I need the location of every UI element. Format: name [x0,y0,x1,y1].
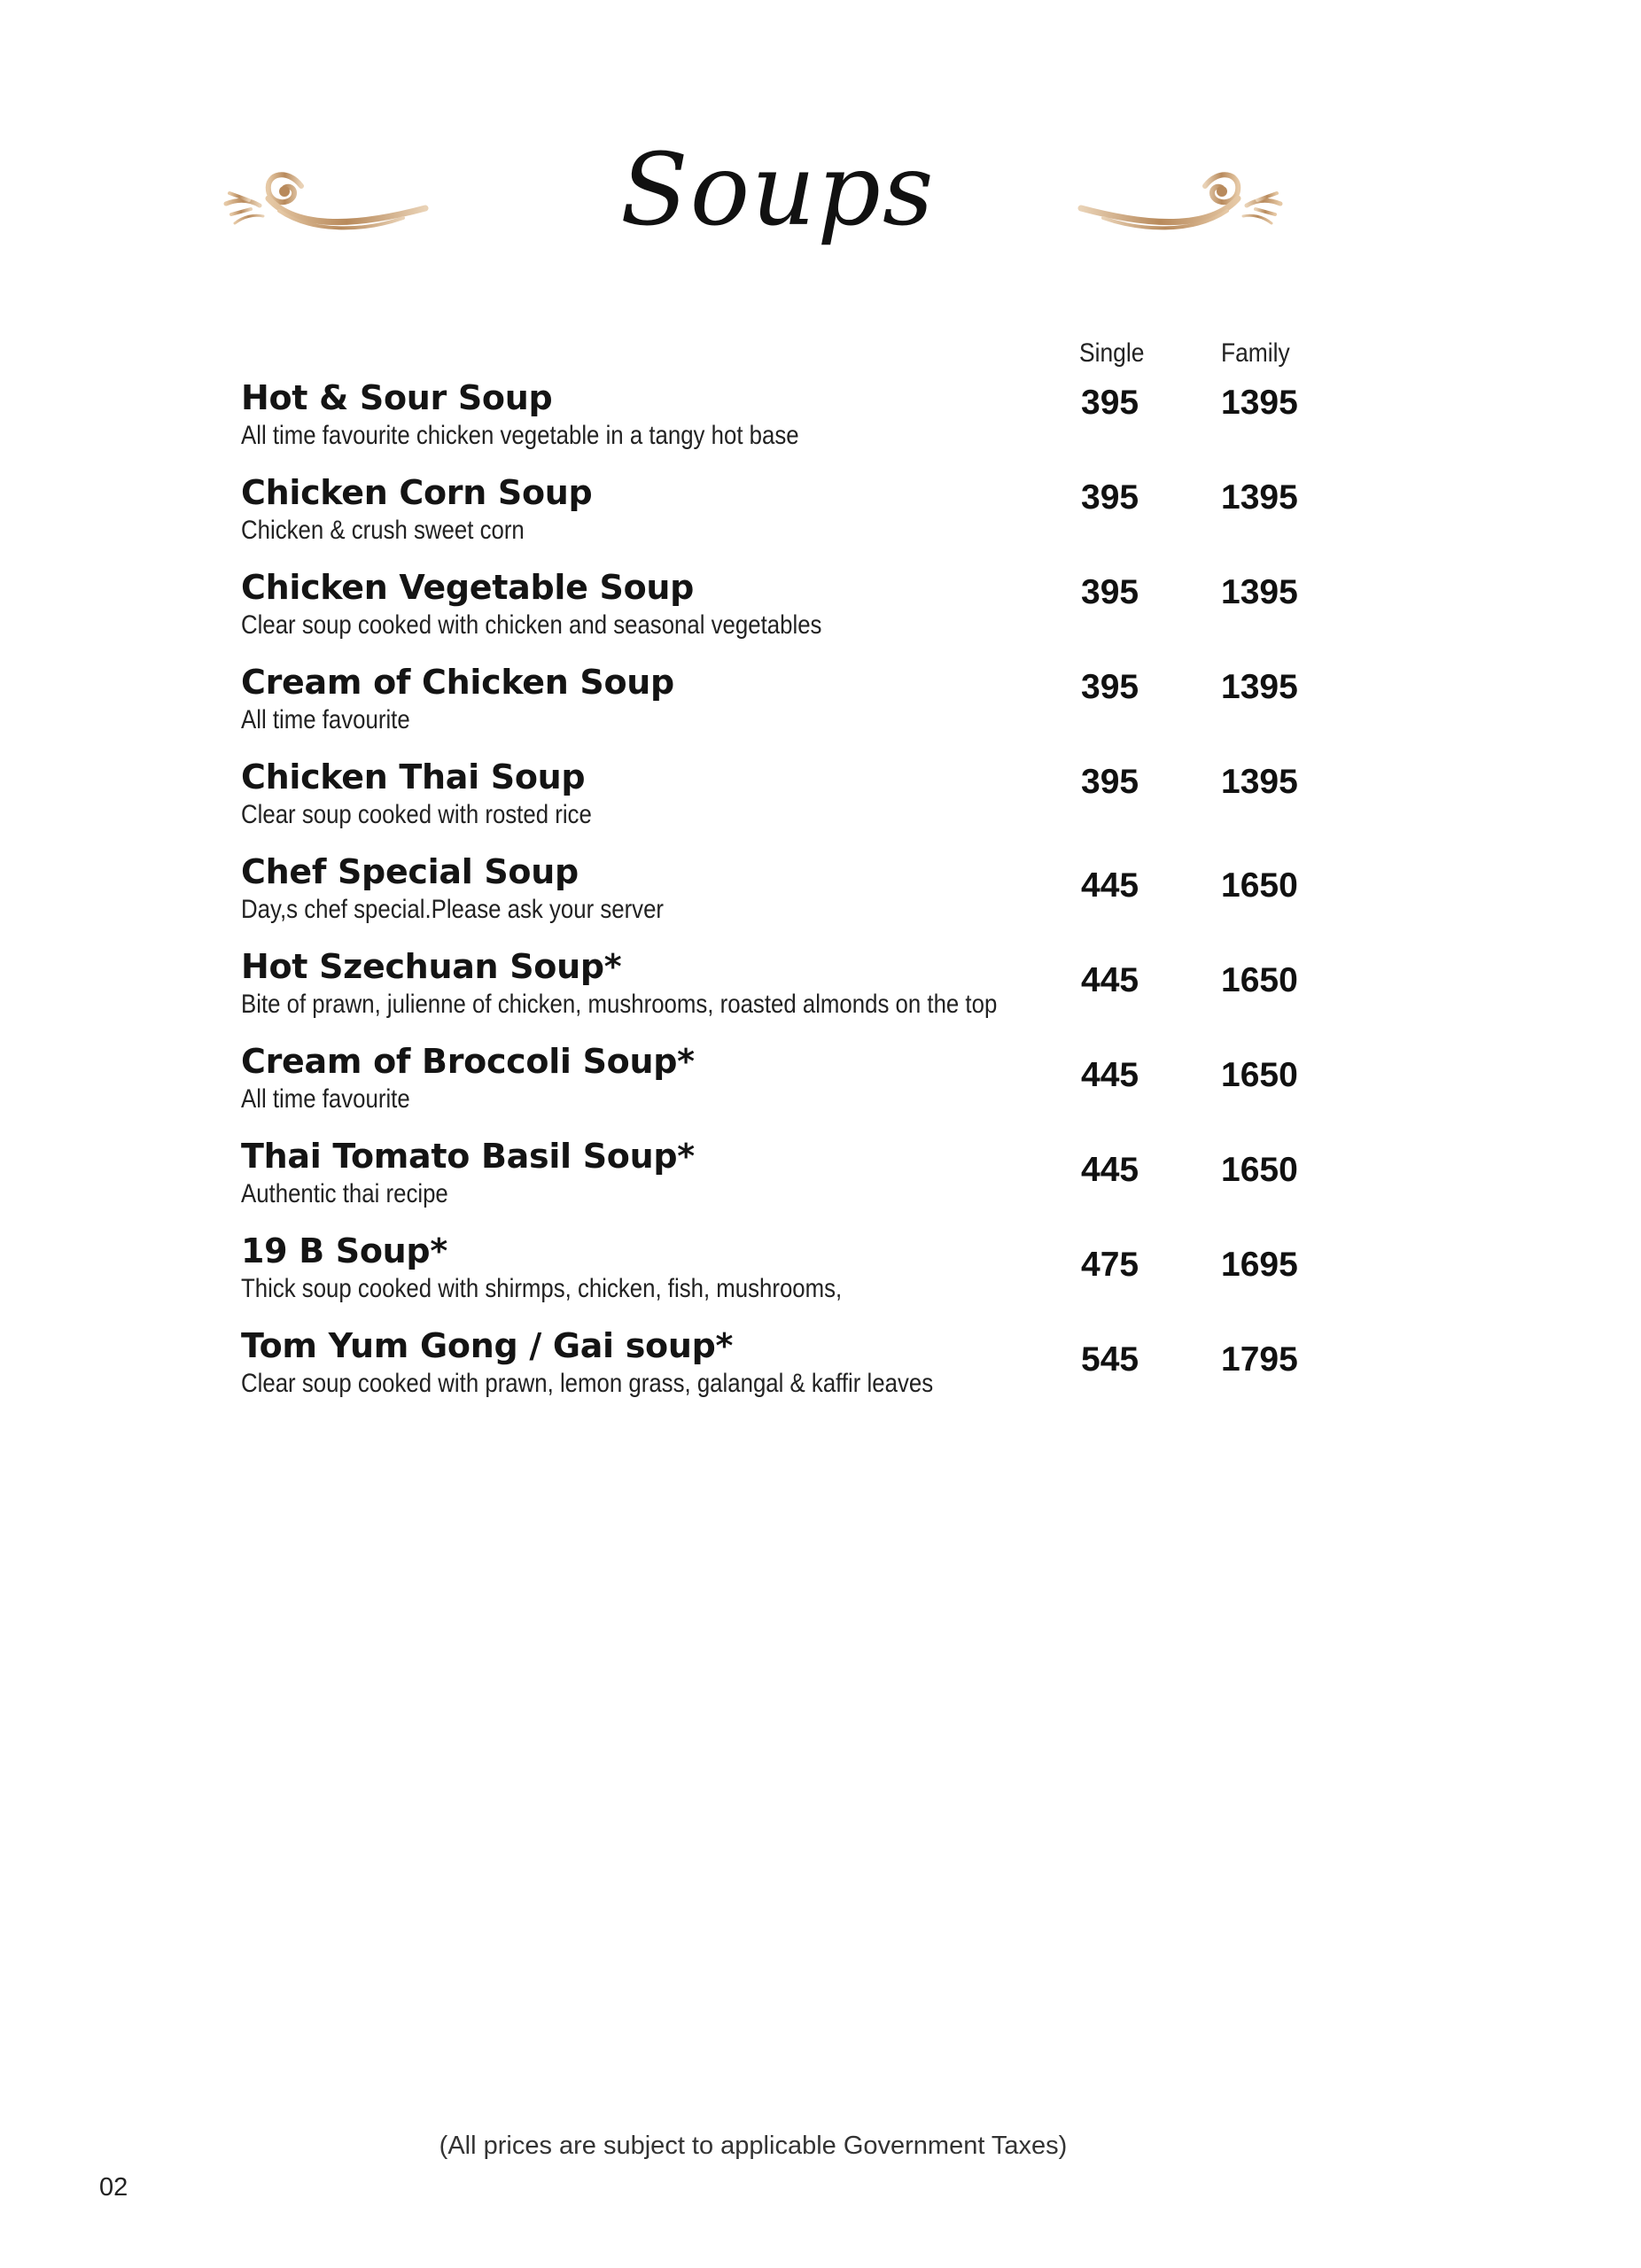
family-price: 1695 [1221,1246,1298,1284]
menu-item [0,850,1641,945]
item-name: Hot Szechuan Soup* [241,947,622,986]
item-name: Chicken Vegetable Soup [241,568,695,607]
menu-item [0,945,1641,1040]
family-price: 1650 [1221,1056,1298,1094]
item-description: Clear soup cooked with chicken and seasonal vegetables [241,610,822,640]
menu-item [0,1040,1641,1135]
family-column-header: Family [1221,338,1290,368]
item-name: Chef Special Soup [241,852,579,891]
single-price: 545 [1081,1340,1139,1379]
item-name: Thai Tomato Basil Soup* [241,1137,695,1176]
single-price: 445 [1081,1151,1139,1189]
single-price: 445 [1081,866,1139,905]
item-description: Bite of prawn, julienne of chicken, mushrooms, roasted almonds on the top [241,990,998,1019]
menu-item [0,1135,1641,1230]
tax-disclaimer: (All prices are subject to applicable Government Taxes) [439,2132,1068,2160]
item-name: Cream of Chicken Soup [241,663,674,702]
menu-header [0,124,1641,319]
item-name: Chicken Corn Soup [241,473,593,512]
family-price: 1395 [1221,478,1298,517]
item-name: Hot & Sour Soup [241,378,553,417]
menu-item [0,377,1641,471]
item-description: Clear soup cooked with rosted rice [241,800,592,829]
page-title: Soups [620,133,936,248]
single-price: 395 [1081,573,1139,611]
family-price: 1650 [1221,866,1298,905]
menu-item [0,1324,1641,1419]
item-description: All time favourite chicken vegetable in a tangy hot base [241,421,799,450]
menu-item [0,661,1641,756]
single-price: 395 [1081,763,1139,801]
item-description: Day,s chef special.Please ask your server [241,895,665,924]
item-name: 19 B Soup* [241,1231,447,1270]
single-price: 475 [1081,1246,1139,1284]
family-price: 1395 [1221,384,1298,422]
family-price: 1650 [1221,1151,1298,1189]
single-price: 395 [1081,384,1139,422]
item-description: Chicken & crush sweet corn [241,516,525,545]
menu-item [0,1230,1641,1324]
single-price: 445 [1081,1056,1139,1094]
menu-item [0,471,1641,566]
family-price: 1650 [1221,961,1298,999]
item-name: Tom Yum Gong / Gai soup* [241,1326,734,1365]
page-number: 02 [99,2173,128,2202]
family-price: 1395 [1221,668,1298,706]
single-price: 395 [1081,478,1139,517]
menu-item [0,756,1641,850]
single-price: 395 [1081,668,1139,706]
menu-item [0,566,1641,661]
item-description: Clear soup cooked with prawn, lemon grass, galangal & kaffir leaves [241,1369,934,1398]
family-price: 1795 [1221,1340,1298,1379]
price-column-headers [0,338,1641,374]
left-flourish-ornament [217,159,430,248]
family-price: 1395 [1221,763,1298,801]
soup-menu-list [0,377,1641,1419]
single-price: 445 [1081,961,1139,999]
item-name: Chicken Thai Soup [241,757,586,796]
item-description: All time favourite [241,1084,410,1114]
item-description: Authentic thai recipe [241,1179,448,1208]
right-flourish-ornament [1077,159,1289,248]
item-description: All time favourite [241,705,410,734]
single-column-header: Single [1079,338,1145,368]
item-name: Cream of Broccoli Soup* [241,1042,695,1081]
family-price: 1395 [1221,573,1298,611]
item-description: Thick soup cooked with shirmps, chicken, fish, mushrooms, [241,1274,843,1303]
